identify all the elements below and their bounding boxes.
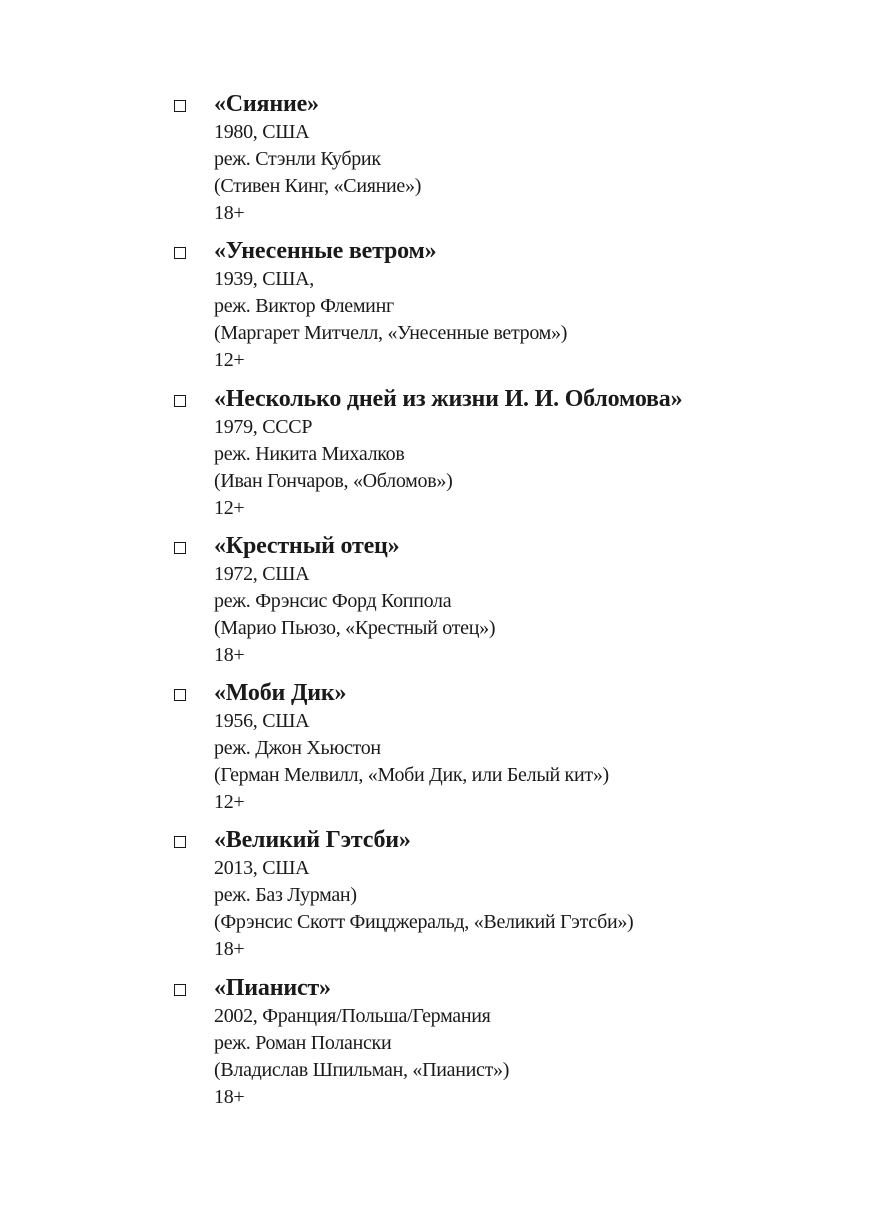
checkbox[interactable] bbox=[174, 836, 186, 848]
checkbox[interactable] bbox=[174, 247, 186, 259]
checkbox[interactable] bbox=[174, 395, 186, 407]
film-year-country: 1980, США bbox=[214, 121, 310, 143]
film-year-country: 1972, США bbox=[214, 562, 310, 585]
film-entry bbox=[0, 235, 886, 382]
film-year-country: 1939, США, bbox=[214, 268, 314, 291]
film-source: (Марио Пьюзо, «Крестный отец») bbox=[214, 616, 496, 639]
film-year-country: 2013, США bbox=[214, 857, 310, 880]
film-source: (Герман Мелвилл, «Моби Дик, или Белый кит») bbox=[214, 764, 609, 787]
film-director: реж. Роман Полански bbox=[214, 1031, 392, 1054]
film-entry bbox=[0, 824, 886, 971]
film-title: «Унесенные ветром» bbox=[214, 238, 437, 265]
film-rating: 12+ bbox=[214, 349, 245, 372]
checkbox[interactable] bbox=[174, 984, 186, 996]
film-entry bbox=[0, 88, 886, 235]
film-director: реж. Фрэнсис Форд Коппола bbox=[214, 589, 452, 612]
film-year-country: 2002, Франция/Польша/Германия bbox=[214, 1004, 491, 1027]
film-year-country: 1956, США bbox=[214, 710, 310, 733]
film-title: «Несколько дней из жизни И. И. Обломова» bbox=[214, 385, 683, 412]
film-year-country: 1979, СССР bbox=[214, 415, 313, 438]
film-rating: 18+ bbox=[214, 643, 245, 666]
film-checklist bbox=[0, 88, 886, 1119]
film-source: (Фрэнсис Скотт Фицджеральд, «Великий Гэтсби») bbox=[214, 911, 634, 934]
film-rating: 12+ bbox=[214, 496, 245, 519]
film-entry bbox=[0, 677, 886, 824]
film-title: «Крестный отец» bbox=[214, 532, 400, 559]
film-director: реж. Виктор Флеминг bbox=[214, 295, 394, 318]
film-source: (Стивен Кинг, «Сияние») bbox=[214, 175, 422, 197]
film-entry bbox=[0, 383, 886, 530]
film-entry bbox=[0, 530, 886, 677]
film-title: «Великий Гэтсби» bbox=[214, 827, 411, 854]
film-entry bbox=[0, 972, 886, 1119]
film-source: (Владислав Шпильман, «Пианист») bbox=[214, 1058, 510, 1081]
film-source: (Маргарет Митчелл, «Унесенные ветром») bbox=[214, 322, 568, 345]
film-director: реж. Стэнли Кубрик bbox=[214, 148, 381, 170]
film-rating: 18+ bbox=[214, 202, 245, 224]
film-director: реж. Джон Хьюстон bbox=[214, 737, 381, 760]
film-source: (Иван Гончаров, «Обломов») bbox=[214, 469, 453, 492]
film-title: «Пианист» bbox=[214, 974, 331, 1001]
film-director: реж. Никита Михалков bbox=[214, 442, 405, 465]
film-director: реж. Баз Лурман) bbox=[214, 884, 357, 907]
film-rating: 12+ bbox=[214, 791, 245, 814]
film-title: «Моби Дик» bbox=[214, 680, 347, 707]
film-rating: 18+ bbox=[214, 938, 245, 961]
checkbox[interactable] bbox=[174, 542, 186, 554]
film-rating: 18+ bbox=[214, 1085, 245, 1108]
film-title: «Сияние» bbox=[214, 91, 319, 117]
checkbox[interactable] bbox=[174, 100, 186, 112]
checkbox[interactable] bbox=[174, 689, 186, 701]
